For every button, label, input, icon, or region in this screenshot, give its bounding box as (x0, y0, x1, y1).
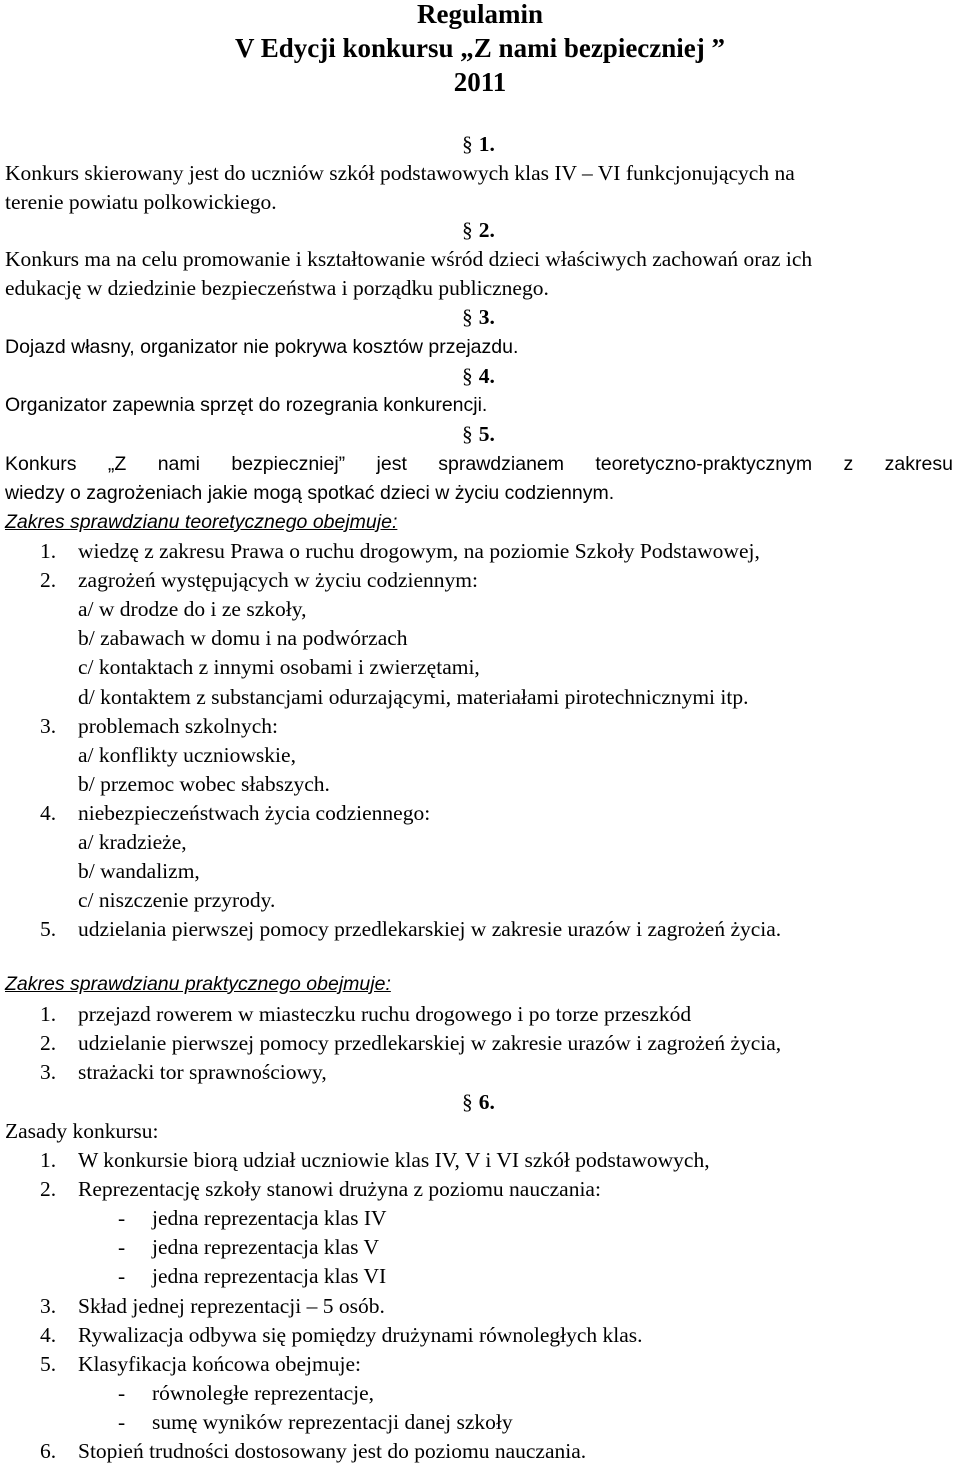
list-number: 1. (40, 1002, 57, 1026)
list-item: jedna reprezentacja klas IV (152, 1206, 387, 1231)
word: nami (157, 453, 200, 475)
list-number: 4. (40, 1322, 57, 1347)
list-subitem: b/ zabawach w domu i na podwórzach (78, 626, 408, 651)
list-number: 5. (40, 1351, 57, 1376)
list-item: równoległe reprezentacje, (152, 1380, 375, 1405)
section-sign: § (462, 422, 473, 446)
list-subitem: d/ kontaktem z substancjami odurzającymi, materiałami pirotechnicznymi itp. (78, 684, 749, 709)
word: Konkurs (5, 453, 77, 475)
section-sign: § (462, 132, 473, 156)
word: „Z (107, 453, 127, 475)
list-subitem: c/ niszczenie przyrody. (78, 888, 276, 913)
list-number: 3. (40, 1060, 57, 1085)
section-2-heading (462, 216, 495, 244)
list-item: jedna reprezentacja klas VI (152, 1264, 387, 1289)
list-item: W konkursie biorą udział uczniowie klas IV, V i VI szkół podstawowych, (78, 1148, 710, 1172)
list-bullet: - (118, 1264, 126, 1289)
section-number: 4. (478, 364, 495, 388)
section-2-text-line1: Konkurs ma na celu promowanie i kształtowanie wśród dzieci właściwych zachowań oraz ich (5, 247, 813, 271)
doc-title-year: 2011 (453, 67, 507, 97)
list-subitem: b/ wandalizm, (78, 859, 200, 884)
section-sign: § (462, 364, 473, 388)
section-1-heading (462, 130, 495, 158)
section-sign: § (462, 218, 473, 242)
list-item: Stopień trudności dostosowany jest do poziomu nauczania. (78, 1439, 587, 1463)
list-bullet: - (118, 1235, 126, 1260)
list-item: Klasyfikacja końcowa obejmuje: (78, 1351, 361, 1376)
section-5-text-line2: wiedzy o zagrożeniach jakie mogą spotkać dzieci w życiu codziennym. (5, 482, 615, 504)
section-number: 2. (478, 218, 495, 242)
list-bullet: - (118, 1409, 126, 1434)
list-number: 2. (40, 1177, 57, 1202)
section-number: 6. (478, 1090, 495, 1114)
list-item: wiedzę z zakresu Prawa o ruchu drogowym, na poziomie Szkoły Podstawowej, (78, 539, 760, 563)
section-4-heading (462, 362, 495, 390)
list-subitem: a/ w drodze do i ze szkoły, (78, 597, 307, 622)
list-item: Reprezentację szkoły stanowi drużyna z poziomu nauczania: (78, 1177, 601, 1202)
theory-heading: Zakres sprawdzianu teoretycznego obejmuje: (5, 511, 398, 533)
section-4-text: Organizator zapewnia sprzęt do rozegrania konkurencji. (5, 394, 488, 416)
list-number: 6. (40, 1439, 57, 1463)
section-number: 3. (478, 305, 495, 329)
list-item: sumę wyników reprezentacji danej szkoły (152, 1409, 513, 1434)
list-subitem: c/ kontaktach z innymi osobami i zwierzętami, (78, 655, 480, 680)
section-5-heading (462, 420, 495, 448)
list-item: problemach szkolnych: (78, 713, 279, 738)
list-bullet: - (118, 1380, 126, 1405)
list-number: 3. (40, 713, 57, 738)
list-bullet: - (118, 1206, 126, 1231)
list-subitem: a/ konflikty uczniowskie, (78, 742, 296, 767)
section-sign: § (462, 305, 473, 329)
section-sign: § (462, 1090, 473, 1114)
list-number: 1. (40, 539, 57, 563)
list-item: udzielania pierwszej pomocy przedlekarskiej w zakresie urazów i zagrożeń życia. (78, 917, 782, 942)
doc-title-line2: V Edycji konkursu „Z nami bezpieczniej ” (234, 33, 726, 63)
section-2-text-line2: edukację w dziedzinie bezpieczeństwa i porządku publicznego. (5, 276, 549, 300)
word: teoretyczno-praktycznym (595, 453, 813, 475)
list-item: zagrożeń występujących w życiu codziennym: (78, 568, 478, 593)
list-item: niebezpieczeństwach życia codziennego: (78, 800, 431, 825)
word: bezpieczniej” (231, 453, 346, 475)
section-number: 1. (478, 132, 495, 156)
list-item: udzielanie pierwszej pomocy przedlekarskiej w zakresie urazów i zagrożeń życia, (78, 1031, 782, 1056)
word: jest (376, 453, 407, 475)
section-6-heading (462, 1088, 495, 1116)
list-item: jedna reprezentacja klas V (152, 1235, 380, 1260)
list-item: Rywalizacja odbywa się pomiędzy drużynami równoległych klas. (78, 1322, 643, 1347)
list-number: 3. (40, 1293, 57, 1318)
list-number: 4. (40, 800, 57, 825)
list-number: 2. (40, 1031, 57, 1056)
section-3-text: Dojazd własny, organizator nie pokrywa kosztów przejazdu. (5, 336, 519, 358)
word: sprawdzianem (438, 453, 565, 475)
list-subitem: a/ kradzieże, (78, 830, 187, 854)
word: zakresu (884, 453, 953, 475)
practice-heading: Zakres sprawdzianu praktycznego obejmuje: (5, 973, 391, 995)
doc-title-line1: Regulamin (416, 0, 543, 29)
section-5-text-line1 (5, 450, 953, 478)
list-number: 2. (40, 568, 57, 593)
list-number: 1. (40, 1148, 57, 1172)
list-subitem: b/ przemoc wobec słabszych. (78, 771, 330, 796)
section-1-text-line2: terenie powiatu polkowickiego. (5, 190, 277, 214)
section-3-heading (462, 303, 495, 331)
word: z (843, 453, 854, 475)
section-1-text-line1: Konkurs skierowany jest do uczniów szkół podstawowych klas IV – VI funkcjonujących na (5, 161, 795, 185)
list-item: Skład jednej reprezentacji – 5 osób. (78, 1293, 385, 1318)
section-number: 5. (478, 422, 495, 446)
rules-heading: Zasady konkursu: (5, 1119, 159, 1143)
list-number: 5. (40, 917, 57, 942)
list-item: przejazd rowerem w miasteczku ruchu drogowego i po torze przeszkód (78, 1002, 692, 1026)
list-item: strażacki tor sprawnościowy, (78, 1060, 327, 1085)
